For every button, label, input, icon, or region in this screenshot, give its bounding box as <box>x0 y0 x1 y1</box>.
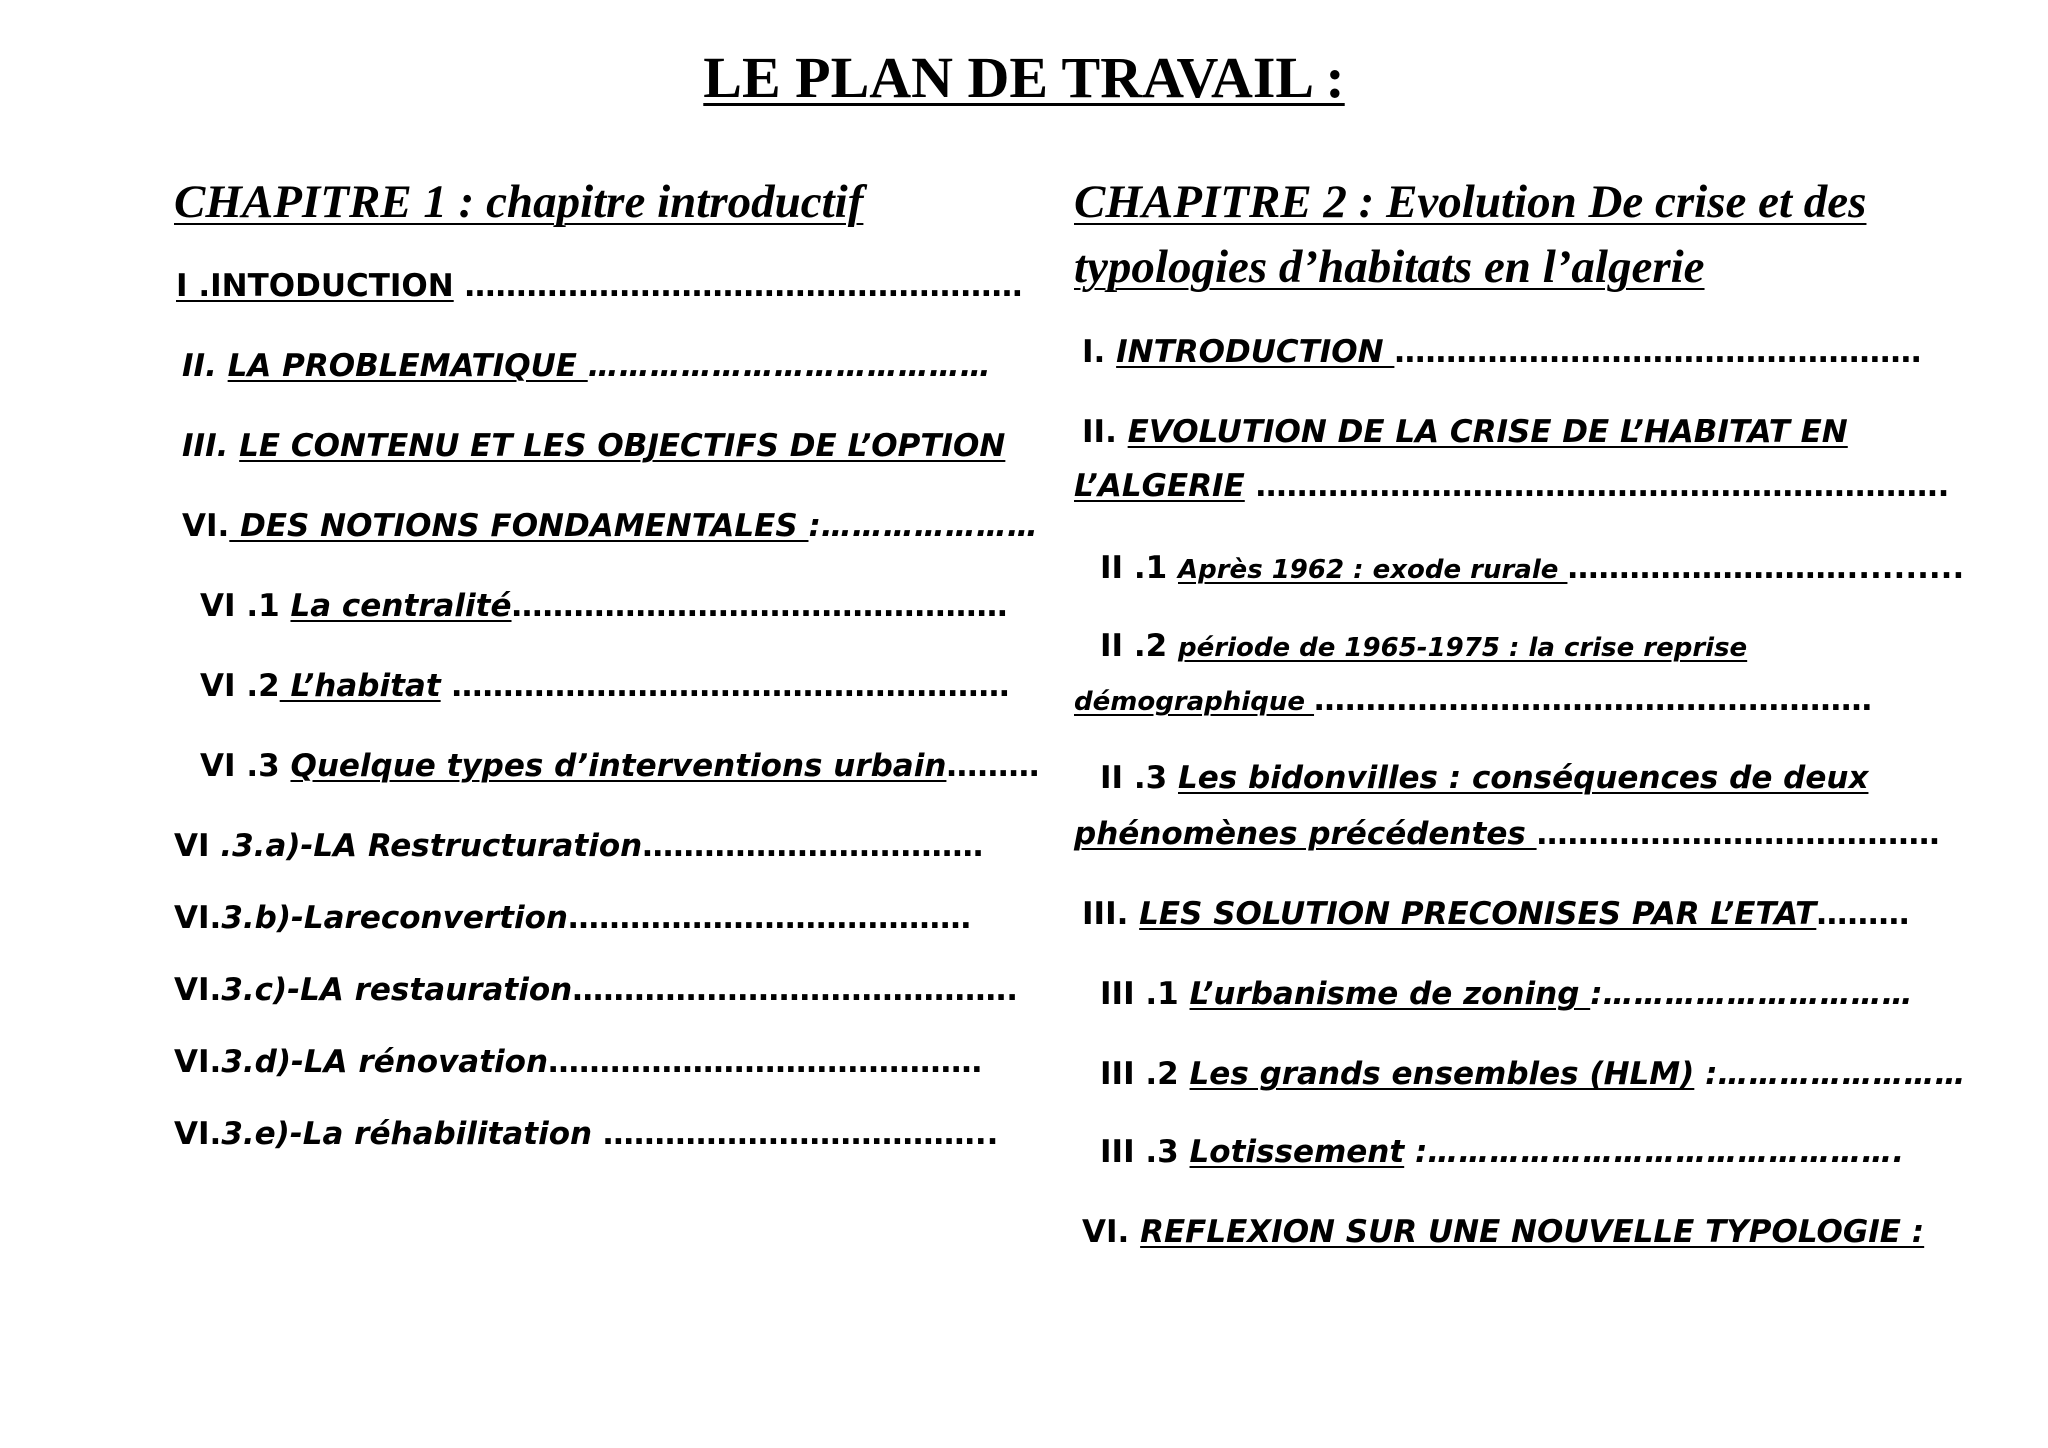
entry-leader: ………………………………… <box>1536 816 1940 852</box>
entry-leader: …………………………………………………………. <box>1244 468 1950 504</box>
toc-entry[interactable] <box>200 746 1039 786</box>
toc-entry[interactable] <box>182 506 1038 546</box>
toc-entry[interactable] <box>174 1042 982 1082</box>
entry-number: III .1 <box>1100 976 1190 1012</box>
entry-leader: :………………… <box>808 508 1038 544</box>
entry-title: 3.e)-La réhabilitation <box>221 1116 593 1152</box>
entry-number: III .3 <box>1100 1134 1190 1170</box>
toc-entry[interactable] <box>182 426 1005 466</box>
entry-leader: ……………………………………. <box>572 972 1018 1008</box>
entry-number: VI. <box>1082 1214 1141 1250</box>
entry-leader: ……………………………………………… <box>440 668 1010 704</box>
toc-entry[interactable] <box>1082 1212 1924 1252</box>
toc-entry[interactable] <box>174 898 971 938</box>
toc-entry[interactable] <box>1100 974 1913 1014</box>
entry-number: VI .1 <box>200 588 291 624</box>
entry-title: EVOLUTION DE LA CRISE DE L’HABITAT EN <box>1127 414 1848 450</box>
entry-title: Quelque types d’interventions urbain <box>290 748 947 784</box>
toc-entry[interactable] <box>176 266 1023 306</box>
entry-title: La centralité <box>290 588 512 624</box>
toc-entry-continuation[interactable] <box>1074 466 1949 506</box>
entry-title: Lotissement <box>1189 1134 1405 1170</box>
entry-leader: …………………………………… <box>548 1044 983 1080</box>
toc-entry[interactable] <box>1100 548 1964 590</box>
entry-title: L’habitat <box>279 668 441 704</box>
entry-number: VI. <box>174 972 222 1008</box>
toc-entry[interactable] <box>182 346 991 386</box>
entry-leader: ……………………………………………… <box>453 268 1023 304</box>
toc-entry[interactable] <box>174 970 1018 1010</box>
entry-title: 3.c)-LA restauration <box>221 972 573 1008</box>
toc-entry[interactable] <box>1100 758 1868 798</box>
toc-entry[interactable] <box>200 666 1009 706</box>
entry-leader: ……………………………….. <box>592 1116 999 1152</box>
entry-number: III .2 <box>1100 1056 1190 1092</box>
entry-title: 3.d)-LA rénovation <box>221 1044 549 1080</box>
entry-number: I. <box>1082 334 1117 370</box>
entry-leader: ……………………….......... <box>1567 550 1965 586</box>
entry-title: phénomènes précédentes <box>1074 816 1537 852</box>
entry-number: VI .3 <box>200 748 291 784</box>
entry-title: LE CONTENU ET LES OBJECTIFS DE L’OPTION <box>239 428 1006 464</box>
entry-title: Les bidonvilles : conséquences de deux <box>1178 760 1869 796</box>
toc-entry[interactable] <box>1082 332 1921 372</box>
entry-number: VI. <box>174 1044 222 1080</box>
toc-entry[interactable] <box>1100 1132 1904 1172</box>
toc-entry-continuation[interactable] <box>1074 680 1872 722</box>
page-title: LE PLAN DE TRAVAIL : <box>703 45 1345 110</box>
entry-number: III. <box>182 428 240 464</box>
entry-title: Les grands ensembles (HLM) <box>1189 1056 1695 1092</box>
chapter-2-heading: CHAPITRE 2 : Evolution De crise et des typologies d’habitats en l’algerie <box>1074 176 1867 293</box>
entry-leader: …………………………………………… <box>1394 334 1922 370</box>
toc-entry[interactable] <box>1082 412 1848 452</box>
entry-number: II .3 <box>1100 760 1178 796</box>
entry-number: VI. <box>174 900 222 936</box>
entry-leader: ………………………………………… <box>511 588 1008 624</box>
toc-entry[interactable] <box>1100 1054 1966 1094</box>
entry-title: LA PROBLEMATIQUE <box>227 348 588 384</box>
entry-title: REFLEXION SUR UNE NOUVELLE TYPOLOGIE : <box>1140 1214 1925 1250</box>
entry-title: période de 1965-1975 : la crise reprise <box>1178 633 1748 663</box>
toc-entry[interactable] <box>174 1114 998 1154</box>
toc-entry[interactable] <box>1100 626 1747 668</box>
entry-number: VI .2 <box>200 668 280 704</box>
entry-number: VI. <box>182 508 230 544</box>
entry-title: I .INTODUCTION <box>176 268 454 304</box>
entry-title: démographique <box>1074 687 1315 717</box>
entry-leader: ………………………………… <box>587 348 991 384</box>
entry-title: INTRODUCTION <box>1116 334 1395 370</box>
entry-title: L’ALGERIE <box>1074 468 1245 504</box>
entry-leader: ………………………………… <box>567 900 971 936</box>
entry-number: II. <box>182 348 228 384</box>
entry-title: .3.a)-LA Restructuration <box>220 828 643 864</box>
entry-leader: ……… <box>946 748 1040 784</box>
entry-leader: :………………………… <box>1590 976 1913 1012</box>
entry-leader: :………………………………………. <box>1404 1134 1905 1170</box>
toc-entry[interactable] <box>1082 894 1909 934</box>
entry-number: II .2 <box>1100 628 1178 664</box>
entry-number: VI. <box>174 1116 222 1152</box>
entry-title: L’urbanisme de zoning <box>1189 976 1591 1012</box>
toc-entry[interactable] <box>174 826 983 866</box>
entry-number: VI <box>174 828 221 864</box>
chapter-1-heading: CHAPITRE 1 : chapitre introductif <box>174 176 864 228</box>
entry-leader: :…………………… <box>1694 1056 1966 1092</box>
entry-title: DES NOTIONS FONDAMENTALES <box>229 508 809 544</box>
entry-title: LES SOLUTION PRECONISES PAR L’ETAT <box>1139 896 1817 932</box>
entry-number: II. <box>1082 414 1128 450</box>
entry-title: Après 1962 : exode rurale <box>1178 555 1568 585</box>
toc-entry-continuation[interactable] <box>1074 814 1940 854</box>
entry-leader: ……… <box>1816 896 1910 932</box>
entry-number: III. <box>1082 896 1140 932</box>
entry-title: 3.b)-Lareconvertion <box>221 900 568 936</box>
toc-entry[interactable] <box>200 586 1008 626</box>
entry-leader: ……………………………………………… <box>1314 682 1873 718</box>
entry-number: II .1 <box>1100 550 1178 586</box>
entry-leader: …………………………… <box>642 828 984 864</box>
